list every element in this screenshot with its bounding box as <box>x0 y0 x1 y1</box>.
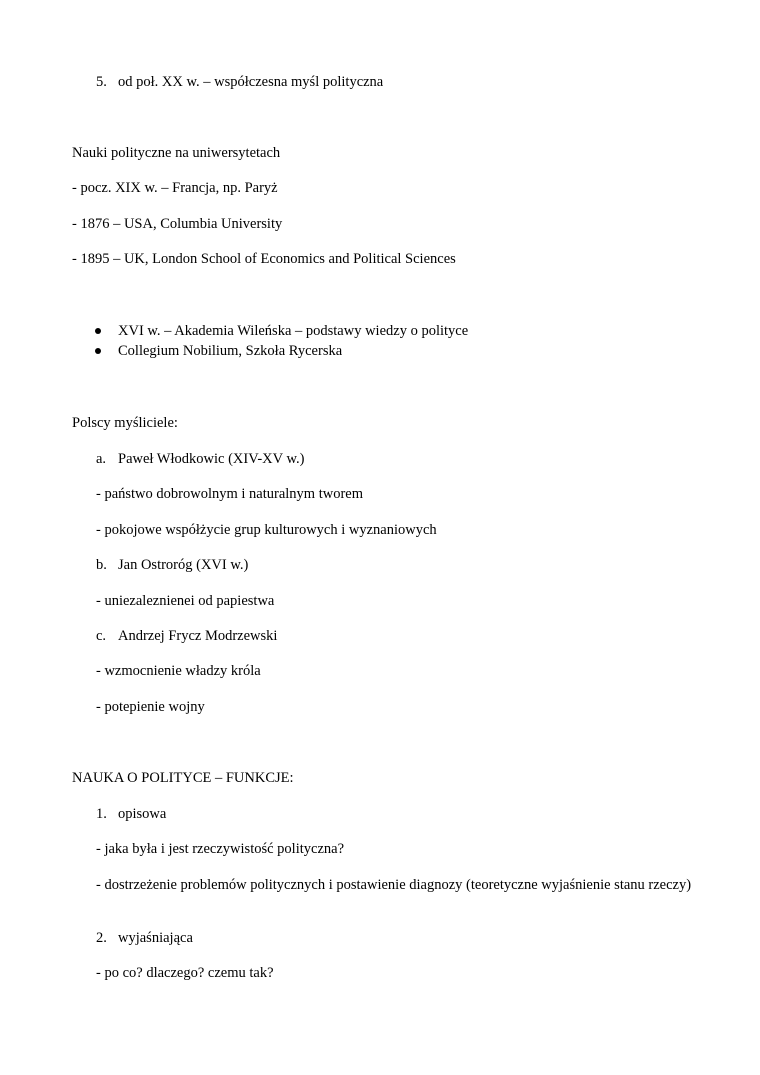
function-1-point-1: - jaka była i jest rzeczywistość polityczna? <box>96 841 345 857</box>
list-marker-a: a. <box>96 451 107 467</box>
thinker-a-title: Paweł Włodkowic (XIV-XV w.) <box>118 451 305 467</box>
thinker-a-point-1: - państwo dobrowolnym i naturalnym tworem <box>96 486 363 502</box>
function-2-point-1: - po co? dlaczego? czemu tak? <box>96 965 274 981</box>
bullet-dot-2 <box>95 348 101 354</box>
list-marker-2: 2. <box>96 930 107 946</box>
function-1-point-2: - dostrzeżenie problemów politycznych i postawienie diagnozy (teoretyczne wyjaśnienie stanu rzeczy) <box>96 877 692 893</box>
section-heading-universities: Nauki polityczne na uniwersytetach <box>72 145 281 161</box>
list-marker-5: 5. <box>96 74 107 90</box>
university-line-2: - 1876 – USA, Columbia University <box>72 216 283 232</box>
list-marker-1: 1. <box>96 806 107 822</box>
bullet-item-2: Collegium Nobilium, Szkoła Rycerska <box>118 343 343 359</box>
bullet-dot-1 <box>95 328 101 334</box>
section-heading-thinkers: Polscy myśliciele: <box>72 415 178 431</box>
university-line-3: - 1895 – UK, London School of Economics and Political Sciences <box>72 251 456 267</box>
list-item-5-text: od poł. XX w. – współczesna myśl polityczna <box>118 74 384 90</box>
list-marker-b: b. <box>96 557 107 573</box>
thinker-c-point-1: - wzmocnienie władzy króla <box>96 663 261 679</box>
thinker-b-point-1: - uniezaleznienei od papiestwa <box>96 593 275 609</box>
thinker-b-title: Jan Ostroróg (XVI w.) <box>118 557 249 573</box>
bullet-item-1: XVI w. – Akademia Wileńska – podstawy wiedzy o polityce <box>118 323 469 339</box>
function-1-title: opisowa <box>118 806 167 822</box>
section-heading-functions: NAUKA O POLITYCE – FUNKCJE: <box>72 770 294 786</box>
list-marker-c: c. <box>96 628 107 644</box>
thinker-c-title: Andrzej Frycz Modrzewski <box>118 628 278 644</box>
function-2-title: wyjaśniająca <box>118 930 193 946</box>
thinker-c-point-2: - potepienie wojny <box>96 699 205 715</box>
university-line-1: - pocz. XIX w. – Francja, np. Paryż <box>72 180 278 196</box>
thinker-a-point-2: - pokojowe współżycie grup kulturowych i wyznaniowych <box>96 522 437 538</box>
